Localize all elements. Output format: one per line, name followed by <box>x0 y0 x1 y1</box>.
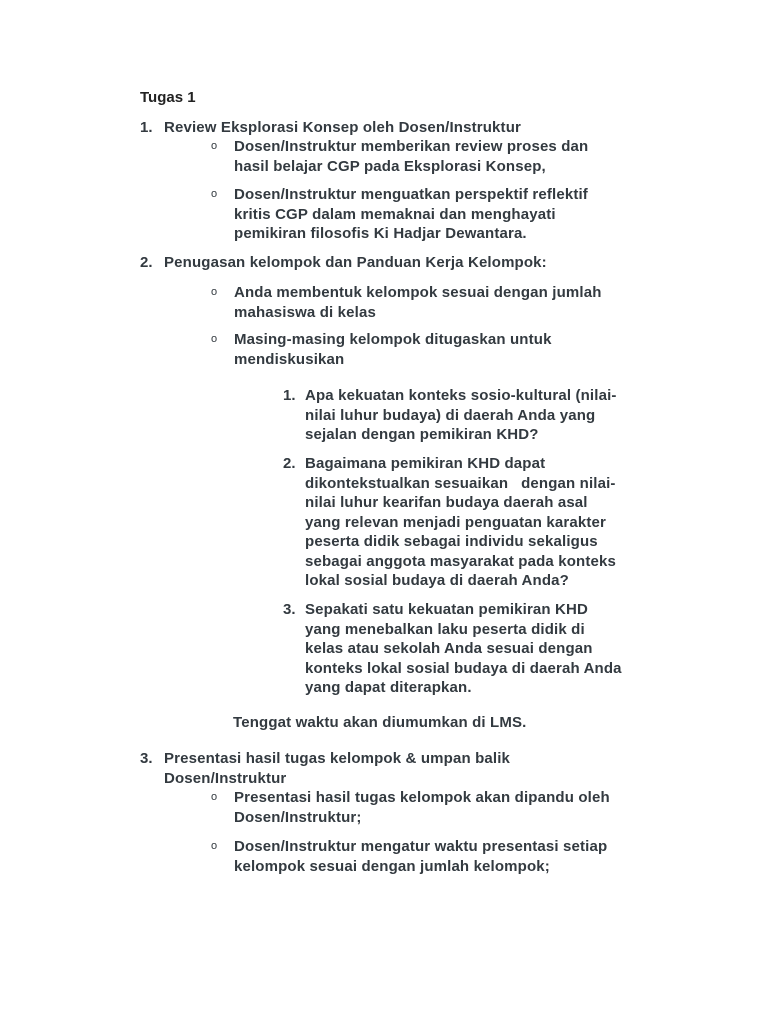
text-line: yang relevan menjadi penguatan karakter <box>305 513 606 531</box>
section-3-bullet-1 <box>234 788 610 827</box>
text-line: peserta didik sebagai individu sekaligus <box>305 533 598 550</box>
question-1-text <box>305 386 617 445</box>
text-line: sejalan dengan pemikiran KHD? <box>305 426 539 443</box>
bullet-marker: o <box>211 840 218 852</box>
bullet-marker: o <box>211 333 218 345</box>
text-line: hasil belajar CGP pada Eksplorasi Konsep, <box>234 157 546 175</box>
text-line: nilai luhur budaya) di daerah Anda yang <box>305 406 596 424</box>
text-line: Dosen/Instruktur mengatur waktu presentasi setiap <box>234 838 608 855</box>
question-2-text <box>305 454 616 591</box>
text-line: konteks lokal sosial budaya di daerah Anda <box>305 659 622 677</box>
question-2-number: 2. <box>283 455 296 472</box>
question-3-text <box>305 600 622 698</box>
bullet-marker: o <box>211 791 218 803</box>
question-1-number: 1. <box>283 387 296 404</box>
text-line: mahasiswa di kelas <box>234 303 376 321</box>
text-line: Sepakati satu kekuatan pemikiran KHD <box>305 601 589 618</box>
section-1-bullet-2 <box>234 185 588 244</box>
section-2-number: 2. <box>140 254 153 271</box>
section-2-bullet-2 <box>234 330 552 369</box>
text-line: Dosen/Instruktur memberikan review proses dan <box>234 138 589 155</box>
section-2-heading: Penugasan kelompok dan Panduan Kerja Kelompok: <box>164 254 547 271</box>
text-line: Dosen/Instruktur <box>164 769 287 787</box>
text-line: kritis CGP dalam memaknai dan menghayati <box>234 205 556 223</box>
question-3-number: 3. <box>283 601 296 618</box>
text-line: Masing-masing kelompok ditugaskan untuk <box>234 331 552 348</box>
section-1-number: 1. <box>140 119 153 136</box>
text-line: Bagaimana pemikiran KHD dapat <box>305 455 546 472</box>
section-1-heading: Review Eksplorasi Konsep oleh Dosen/Instruktur <box>164 119 521 136</box>
text-line: kelompok sesuai dengan jumlah kelompok; <box>234 857 550 875</box>
text-line: sebagai anggota masyarakat pada konteks <box>305 552 616 570</box>
section-3-number: 3. <box>140 750 153 767</box>
document-title: Tugas 1 <box>140 89 196 106</box>
text-line: lokal sosial budaya di daerah Anda? <box>305 572 569 589</box>
text-line: kelas atau sekolah Anda sesuai dengan <box>305 640 593 657</box>
section-2-bullet-1 <box>234 283 602 322</box>
deadline-note: Tenggat waktu akan diumumkan di LMS. <box>233 714 527 731</box>
text-line: nilai luhur kearifan budaya daerah asal <box>305 494 588 511</box>
text-line: Anda membentuk kelompok sesuai dengan jumlah <box>234 284 602 301</box>
bullet-marker: o <box>211 188 218 200</box>
bullet-marker: o <box>211 286 218 298</box>
text-line: Presentasi hasil tugas kelompok & umpan balik <box>164 750 511 767</box>
text-line: Dosen/Instruktur; <box>234 808 362 826</box>
text-line: mendiskusikan <box>234 350 345 368</box>
bullet-marker: o <box>211 140 218 152</box>
section-3-bullet-2 <box>234 837 607 876</box>
text-line: Apa kekuatan konteks sosio-kultural (nilai- <box>305 387 617 404</box>
section-1-bullet-1 <box>234 137 588 176</box>
text-line: yang dapat diterapkan. <box>305 679 472 696</box>
section-3-heading <box>164 749 510 788</box>
text-line: Presentasi hasil tugas kelompok akan dipandu oleh <box>234 789 610 806</box>
text-line: dikontekstualkan sesuaikan dengan nilai- <box>305 474 616 492</box>
text-line: Dosen/Instruktur menguatkan perspektif reflektif <box>234 186 588 203</box>
text-line: pemikiran filosofis Ki Hadjar Dewantara. <box>234 225 527 242</box>
text-line: yang menebalkan laku peserta didik di <box>305 620 585 638</box>
